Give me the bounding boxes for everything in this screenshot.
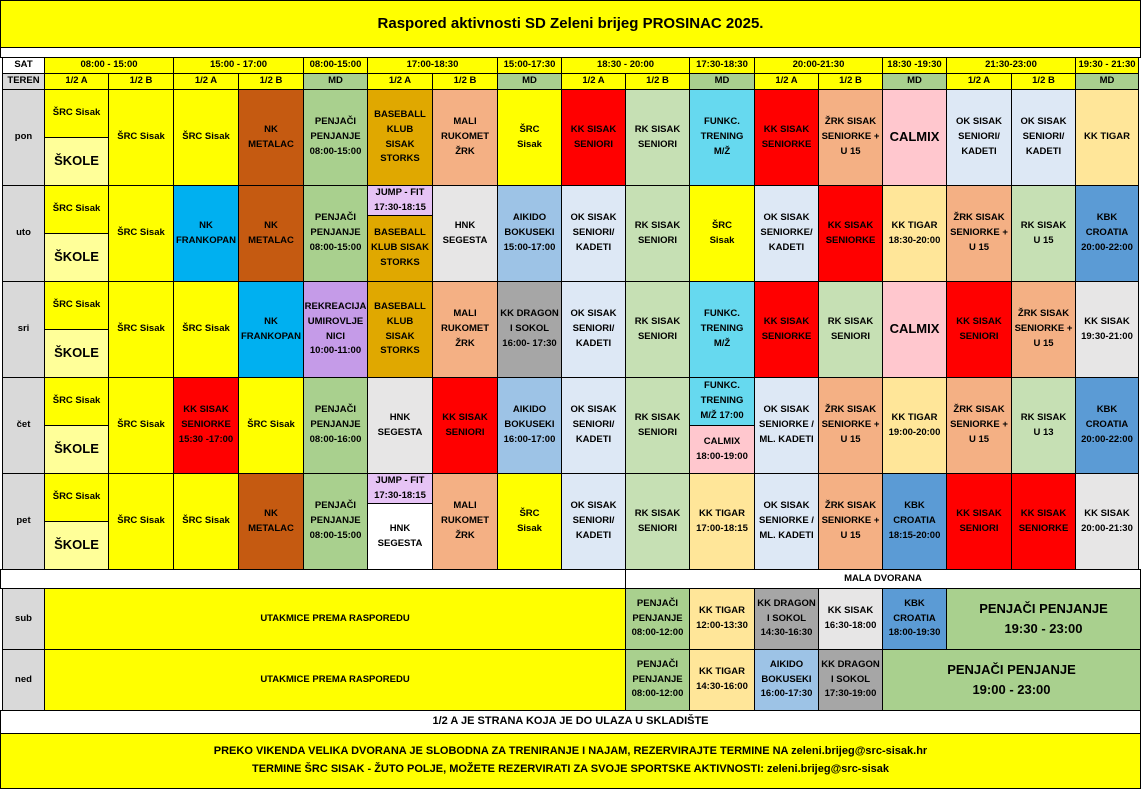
- activity-cell: RK SISAK U 13: [1011, 377, 1076, 474]
- activity-cell: ŠKOLE: [44, 233, 109, 282]
- time-slot-header: 21:30-23:00: [946, 57, 1076, 74]
- weekend-activity-cell: KK DRAGON I SOKOL 17:30-19:00: [818, 649, 883, 711]
- activity-cell: RK SISAK SENIORI: [625, 377, 690, 474]
- time-slot-header: 18:30 - 20:00: [561, 57, 690, 74]
- activity-cell: ŠKOLE: [44, 425, 109, 474]
- activity-cell: KK TIGAR: [1075, 89, 1139, 186]
- activity-cell: BASEBALL KLUB SISAK STORKS: [367, 215, 433, 282]
- footer-line: TERMINE ŠRC SISAK - ŽUTO POLJE, MOŽETE REZERVIRATI ZA SVOJE SPORTSKE AKTIVNOSTI: zeleni.brijeg@src-sisak: [251, 763, 890, 775]
- court-header: 1/2 B: [1011, 73, 1076, 90]
- time-slot-header: 15:00 - 17:00: [173, 57, 304, 74]
- activity-cell: ŠRC Sisak: [44, 473, 109, 522]
- activity-cell: KK TIGAR 17:00-18:15: [689, 473, 755, 570]
- court-header: 1/2 A: [561, 73, 626, 90]
- mala-dvorana-header: MALA DVORANA: [625, 569, 1141, 589]
- activity-cell: OK SISAK SENIORKE/ KADETI: [754, 185, 819, 282]
- activity-cell: BASEBALL KLUB SISAK STORKS: [367, 89, 433, 186]
- activity-cell: KK SISAK SENIORKE: [754, 281, 819, 378]
- activity-cell: ŠRC Sisak: [108, 185, 174, 282]
- activity-cell: REKREACIJA UMIROVLJE NICI 10:00-11:00: [303, 281, 368, 378]
- weekend-activity-cell: KK DRAGON I SOKOL 14:30-16:30: [754, 588, 819, 650]
- activity-cell: ŠRC Sisak: [689, 185, 755, 282]
- activity-cell: OK SISAK SENIORI/ KADETI: [1011, 89, 1076, 186]
- weekend-activity-cell: PENJAČI PENJANJE 19:00 - 23:00: [882, 649, 1141, 711]
- court-header: MD: [1075, 73, 1139, 90]
- court-header: MD: [882, 73, 947, 90]
- activity-cell: ŠRC Sisak: [173, 473, 239, 570]
- day-label: uto: [2, 185, 45, 282]
- weekend-activity-cell: KK TIGAR 12:00-13:30: [689, 588, 755, 650]
- time-slot-header: 20:00-21:30: [754, 57, 883, 74]
- time-slot-header: 19:30 - 21:30: [1075, 57, 1139, 74]
- row-header-sat: SAT: [2, 57, 45, 74]
- activity-cell: ŠRC Sisak: [238, 377, 304, 474]
- activity-cell: ŽRK SISAK SENIORKE + U 15: [946, 377, 1012, 474]
- activity-cell: OK SISAK SENIORI/ KADETI: [561, 473, 626, 570]
- day-label: sri: [2, 281, 45, 378]
- activity-cell: CALMIX 18:00-19:00: [689, 425, 755, 474]
- weekend-activity-cell: KK TIGAR 14:30-16:00: [689, 649, 755, 711]
- activity-cell: CALMIX: [882, 89, 947, 186]
- court-header: 1/2 A: [367, 73, 433, 90]
- activity-cell: NK FRANKOPAN: [173, 185, 239, 282]
- activity-cell: NK METALAC: [238, 89, 304, 186]
- activity-cell: NK METALAC: [238, 185, 304, 282]
- weekend-activity-cell: PENJAČI PENJANJE 08:00-12:00: [625, 588, 690, 650]
- activity-cell: ŠKOLE: [44, 329, 109, 378]
- activity-cell: RK SISAK SENIORI: [818, 281, 883, 378]
- activity-cell: KK SISAK 20:00-21:30: [1075, 473, 1139, 570]
- activity-cell: MALI RUKOMET ŽRK: [432, 281, 498, 378]
- activity-cell: NK FRANKOPAN: [238, 281, 304, 378]
- activity-cell: CALMIX: [882, 281, 947, 378]
- activity-cell: JUMP - FIT 17:30-18:15: [367, 185, 433, 216]
- activity-cell: AIKIDO BOKUSEKI 16:00-17:00: [497, 377, 562, 474]
- court-header: MD: [497, 73, 562, 90]
- activity-cell: ŠKOLE: [44, 137, 109, 186]
- footer-line: PREKO VIKENDA VELIKA DVORANA JE SLOBODNA ZA TRENIRANJE I NAJAM, REZERVIRAJTE TERMINE NA zeleni.brijeg@src-sisak.hr: [213, 745, 928, 758]
- activity-cell: KBK CROATIA 20:00-22:00: [1075, 377, 1139, 474]
- activity-cell: KK SISAK SENIORKE: [818, 185, 883, 282]
- activity-cell: ŠRC Sisak: [108, 89, 174, 186]
- activity-cell: KBK CROATIA 18:15-20:00: [882, 473, 947, 570]
- day-label: čet: [2, 377, 45, 474]
- activity-cell: ŠRC Sisak: [173, 281, 239, 378]
- activity-cell: KK TIGAR 19:00-20:00: [882, 377, 947, 474]
- activity-cell: KK SISAK SENIORI: [946, 473, 1012, 570]
- activity-cell: MALI RUKOMET ŽRK: [432, 89, 498, 186]
- time-slot-header: 18:30 -19:30: [882, 57, 947, 74]
- time-slot-header: 15:00-17:30: [497, 57, 562, 74]
- activity-cell: ŠRC Sisak: [44, 377, 109, 426]
- activity-cell: NK METALAC: [238, 473, 304, 570]
- day-label: pon: [2, 89, 45, 186]
- activity-cell: KK SISAK SENIORKE 15:30 -17:00: [173, 377, 239, 474]
- day-label: ned: [2, 649, 45, 711]
- activity-cell: ŠRC Sisak: [497, 89, 562, 186]
- court-header: 1/2 B: [432, 73, 498, 90]
- activity-cell: FUNKC. TRENING M/Ž 17:00: [689, 377, 755, 426]
- activity-cell: ŠRC Sisak: [173, 89, 239, 186]
- activity-cell: KK SISAK SENIORI: [561, 89, 626, 186]
- activity-cell: OK SISAK SENIORI/ KADETI: [561, 185, 626, 282]
- activity-cell: KK DRAGON I SOKOL 16:00- 17:30: [497, 281, 562, 378]
- activity-cell: PENJAČI PENJANJE 08:00-15:00: [303, 473, 368, 570]
- weekend-activity-cell: KK SISAK 16:30-18:00: [818, 588, 883, 650]
- activity-cell: ŠRC Sisak: [108, 281, 174, 378]
- activity-cell: KK SISAK 19:30-21:00: [1075, 281, 1139, 378]
- utakmice-cell: UTAKMICE PREMA RASPOREDU: [44, 649, 626, 711]
- activity-cell: KK SISAK SENIORI: [946, 281, 1012, 378]
- court-note: 1/2 A JE STRANA KOJA JE DO ULAZA U SKLADIŠTE: [0, 710, 1141, 734]
- activity-cell: ŽRK SISAK SENIORKE + U 15: [818, 473, 883, 570]
- activity-cell: BASEBALL KLUB SISAK STORKS: [367, 281, 433, 378]
- activity-cell: KK SISAK SENIORKE: [754, 89, 819, 186]
- row-header-teren: TEREN: [2, 73, 45, 90]
- weekend-activity-cell: PENJAČI PENJANJE 19:30 - 23:00: [946, 588, 1141, 650]
- activity-cell: KK SISAK SENIORI: [432, 377, 498, 474]
- activity-cell: PENJAČI PENJANJE 08:00-16:00: [303, 377, 368, 474]
- activity-cell: HNK SEGESTA: [367, 377, 433, 474]
- activity-cell: ŽRK SISAK SENIORKE + U 15: [1011, 281, 1076, 378]
- activity-cell: RK SISAK SENIORI: [625, 89, 690, 186]
- activity-cell: JUMP - FIT 17:30-18:15: [367, 473, 433, 504]
- activity-cell: ŠRC Sisak: [108, 473, 174, 570]
- activity-cell: KK TIGAR 18:30-20:00: [882, 185, 947, 282]
- activity-cell: HNK SEGESTA: [432, 185, 498, 282]
- activity-cell: RK SISAK SENIORI: [625, 281, 690, 378]
- activity-cell: ŠRC Sisak: [44, 281, 109, 330]
- activity-cell: RK SISAK SENIORI: [625, 473, 690, 570]
- time-slot-header: 17:00-18:30: [367, 57, 498, 74]
- activity-cell: ŽRK SISAK SENIORKE + U 15: [946, 185, 1012, 282]
- page-title: Raspored aktivnosti SD Zeleni brijeg PROSINAC 2025.: [0, 0, 1141, 48]
- activity-cell: RK SISAK U 15: [1011, 185, 1076, 282]
- court-header: 1/2 B: [625, 73, 690, 90]
- day-label: sub: [2, 588, 45, 650]
- weekend-activity-cell: KBK CROATIA 18:00-19:30: [882, 588, 947, 650]
- activity-cell: HNK SEGESTA: [367, 503, 433, 570]
- court-header: 1/2 A: [946, 73, 1012, 90]
- activity-cell: PENJAČI PENJANJE 08:00-15:00: [303, 185, 368, 282]
- activity-cell: OK SISAK SENIORI/ KADETI: [561, 377, 626, 474]
- activity-cell: FUNKC. TRENING M/Ž: [689, 281, 755, 378]
- court-header: MD: [689, 73, 755, 90]
- court-header: 1/2 A: [754, 73, 819, 90]
- activity-cell: OK SISAK SENIORKE / ML. KADETI: [754, 473, 819, 570]
- activity-cell: PENJAČI PENJANJE 08:00-15:00: [303, 89, 368, 186]
- day-label: pet: [2, 473, 45, 570]
- activity-cell: OK SISAK SENIORI/ KADETI: [946, 89, 1012, 186]
- activity-cell: ŠRC Sisak: [497, 473, 562, 570]
- activity-cell: AIKIDO BOKUSEKI 15:00-17:00: [497, 185, 562, 282]
- activity-cell: OK SISAK SENIORKE / ML. KADETI: [754, 377, 819, 474]
- activity-cell: ŽRK SISAK SENIORKE + U 15: [818, 377, 883, 474]
- activity-cell: FUNKC. TRENING M/Ž: [689, 89, 755, 186]
- activity-cell: MALI RUKOMET ŽRK: [432, 473, 498, 570]
- footer-info: [0, 733, 1141, 789]
- time-slot-header: 08:00 - 15:00: [44, 57, 174, 74]
- activity-cell: ŽRK SISAK SENIORKE + U 15: [818, 89, 883, 186]
- court-header: 1/2 B: [108, 73, 174, 90]
- weekend-activity-cell: AIKIDO BOKUSEKI 16:00-17:30: [754, 649, 819, 711]
- activity-cell: KBK CROATIA 20:00-22:00: [1075, 185, 1139, 282]
- activity-cell: RK SISAK SENIORI: [625, 185, 690, 282]
- court-header: MD: [303, 73, 368, 90]
- court-header: 1/2 B: [238, 73, 304, 90]
- time-slot-header: 08:00-15:00: [303, 57, 368, 74]
- activity-cell: OK SISAK SENIORI/ KADETI: [561, 281, 626, 378]
- activity-cell: ŠKOLE: [44, 521, 109, 570]
- time-slot-header: 17:30-18:30: [689, 57, 755, 74]
- court-header: 1/2 A: [44, 73, 109, 90]
- activity-cell: ŠRC Sisak: [44, 185, 109, 234]
- utakmice-cell: UTAKMICE PREMA RASPOREDU: [44, 588, 626, 650]
- activity-cell: KK SISAK SENIORKE: [1011, 473, 1076, 570]
- activity-cell: ŠRC Sisak: [108, 377, 174, 474]
- activity-cell: ŠRC Sisak: [44, 89, 109, 138]
- blank-cell: [0, 569, 626, 589]
- court-header: 1/2 B: [818, 73, 883, 90]
- weekend-activity-cell: PENJAČI PENJANJE 08:00-12:00: [625, 649, 690, 711]
- court-header: 1/2 A: [173, 73, 239, 90]
